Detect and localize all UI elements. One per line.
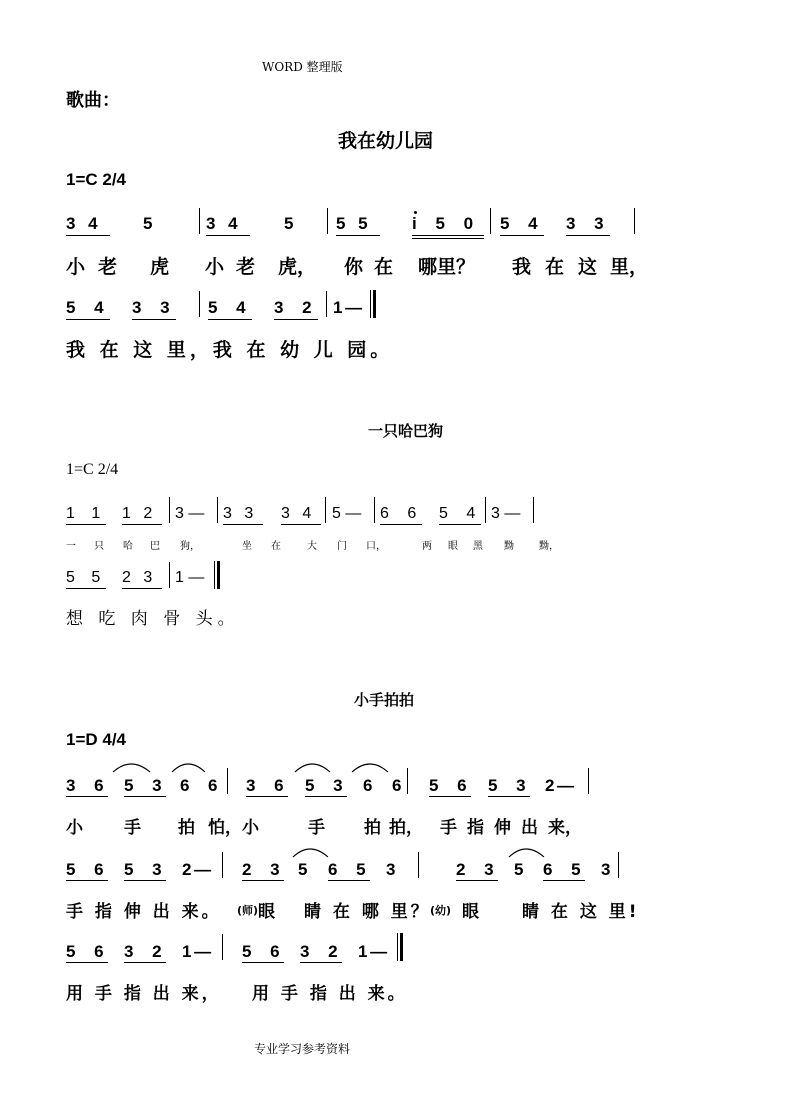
notation-group: 6 5 [328, 860, 366, 879]
notation-group: 3 6 [246, 776, 284, 795]
song-1-key: 1=C 2/4 [66, 170, 127, 189]
notation-group: 5 [143, 214, 153, 233]
notation-group: 3 — [491, 505, 521, 522]
underline [305, 796, 347, 797]
lyric: 门 [337, 541, 347, 552]
lyric: 伸 [494, 818, 511, 838]
underline [66, 880, 108, 881]
lyric: 狗， [180, 541, 200, 552]
notation-group: 6 [363, 776, 373, 795]
notation-group: 6 [180, 776, 190, 795]
notation-group: 1 — [175, 569, 205, 586]
lyric: 在 [545, 256, 565, 278]
song-title-3: 小手拍拍 [354, 691, 415, 709]
notation-group: 6 [392, 776, 402, 795]
bar-line [588, 768, 589, 794]
notation-group: 5 [284, 214, 294, 233]
notation-group: 1 — [333, 298, 363, 317]
lyric: 巴 [150, 541, 160, 552]
notation-group: 5 4 [439, 505, 476, 522]
notation-group: 5 — [332, 505, 362, 522]
lyric: 你 [344, 256, 364, 278]
lyric: 拍 [178, 818, 195, 838]
notation-group: 5 3 [124, 776, 162, 795]
underline [66, 796, 108, 797]
notation-group: 2 3 [122, 569, 153, 586]
lyric: 一 [66, 541, 76, 552]
lyric: 哈 [123, 541, 133, 552]
lyric: 黑 [473, 541, 483, 552]
notation-group: 3 2 [300, 942, 338, 961]
song-title-2: 一只哈巴狗 [368, 422, 444, 440]
underline [429, 796, 471, 797]
notation-group: 3 4 [66, 214, 98, 233]
lyric: 小 [205, 256, 225, 278]
lyric: 老 [98, 256, 118, 278]
notation-group: 3 4 [206, 214, 238, 233]
song-2-key: 1=C 2/4 [66, 461, 119, 478]
underline [242, 962, 284, 963]
underline [456, 880, 498, 881]
notation-group: 2 — [182, 860, 212, 879]
lyric: 里， [610, 256, 649, 278]
lyric: 我 [512, 256, 532, 278]
underline [124, 796, 166, 797]
notation-group: 3 [601, 860, 611, 879]
final-bar-thick [400, 933, 403, 961]
notation-group: 3 3 [132, 298, 170, 317]
notation-group: 2 — [545, 776, 575, 795]
notation-group: 5 6 [429, 776, 467, 795]
lyric: 两 [422, 541, 432, 552]
lyric: 用 手 指 出 来， [66, 984, 222, 1004]
lyric: 指 [467, 818, 484, 838]
notation-group: 6 5 [543, 860, 581, 879]
lyric: 在 [271, 541, 281, 552]
notation-group: 5 5 [336, 214, 368, 233]
lyric: 这 [578, 256, 598, 278]
notation-group: 5 5 [66, 569, 101, 586]
lyric: 虎， [278, 256, 317, 278]
notation-group: 6 6 [380, 505, 417, 522]
notation-group: 3 [386, 860, 396, 879]
teacher-marker: (师) [237, 904, 259, 917]
lyric: 小 [66, 256, 86, 278]
underline [66, 962, 108, 963]
lyric: 怕，小 [208, 818, 259, 838]
bar-line [222, 852, 223, 878]
notation-group: 5 4 [500, 214, 538, 233]
notation-group: 3 3 [566, 214, 604, 233]
notation-group: 5 [514, 860, 524, 879]
bar-line [227, 768, 228, 794]
notation-group: 3 2 [274, 298, 312, 317]
notation-group: 3 2 [124, 942, 162, 961]
notation-group: 5 6 [242, 942, 280, 961]
notation-group: 5 4 [66, 298, 104, 317]
notation-group: 6 [208, 776, 218, 795]
notation-group: 1 2 [122, 505, 153, 522]
lyric: 眼 [258, 902, 275, 922]
lyric: 睛 在 这 里! [522, 902, 640, 922]
lyric: 口， [366, 541, 386, 552]
notation-group: 1 — [182, 942, 212, 961]
section-label: 歌曲： [66, 90, 120, 111]
lyric: 眼 [462, 902, 479, 922]
notation-group: 3 6 [66, 776, 104, 795]
lyric: 只 [94, 541, 104, 552]
bar-line [407, 768, 408, 794]
underline [246, 796, 288, 797]
notation-group: 2 3 [456, 860, 494, 879]
notation-group: 5 3 [305, 776, 343, 795]
lyric: 睛 在 哪 里？ [304, 902, 431, 922]
notation-group: 5 6 [66, 860, 104, 879]
final-bar-thin [397, 933, 398, 961]
notation-group: 1 1 [66, 505, 101, 522]
notation-group: 5 3 [488, 776, 526, 795]
underline [124, 880, 166, 881]
notation-group: 5 4 [208, 298, 246, 317]
notation-group: 1 — [358, 942, 388, 961]
lyric: 手 [308, 818, 325, 838]
page-header: WORD 整理版 [262, 60, 343, 74]
lyric: 眼 [448, 541, 458, 552]
lyric: 用 手 指 出 来。 [252, 984, 408, 1004]
lyric: 老 [236, 256, 256, 278]
underline [543, 880, 585, 881]
lyric: 虎 [150, 256, 170, 278]
lyric: 在 [374, 256, 394, 278]
bar-line [618, 852, 619, 878]
lyric: 手 指 伸 出 来。 [66, 902, 222, 922]
underline [242, 880, 284, 881]
lyric: 拍， [389, 818, 423, 838]
notation-group: 3 4 [281, 505, 312, 522]
page-footer: 专业学习参考资料 [254, 1042, 351, 1056]
lyric: 拍 [364, 818, 381, 838]
song-title-1: 我在幼儿园 [338, 130, 434, 152]
notation-group: 2 3 [242, 860, 280, 879]
song-2-lyrics-line-2: 想 吃 肉 骨 头。 [66, 609, 240, 629]
lyric: 手 [124, 818, 141, 838]
underline [124, 962, 166, 963]
bar-line [222, 934, 223, 960]
lyric: 黝， [539, 541, 559, 552]
lyric: 手 [440, 818, 457, 838]
lyric: 坐 [242, 541, 252, 552]
lyric: 哪里？ [418, 256, 476, 278]
underline [488, 796, 530, 797]
notation-group: 5 3 [124, 860, 162, 879]
song-3-key: 1=D 4/4 [66, 730, 127, 749]
notation-group: i 5 0 [412, 214, 474, 233]
lyric: 出 [521, 818, 538, 838]
lyric: 小 [66, 818, 83, 838]
notation-group: 3 3 [223, 505, 254, 522]
notation-group: 3 — [175, 505, 205, 522]
underline [328, 880, 370, 881]
song-1-lyrics-line-2: 我 在 这 里，我 在 幼 儿 园。 [66, 339, 394, 361]
children-marker: (幼) [430, 904, 452, 917]
lyric: 来， [548, 818, 582, 838]
bar-line [418, 852, 419, 878]
underline [300, 962, 342, 963]
lyric: 黝 [504, 541, 514, 552]
notation-group: 5 [298, 860, 308, 879]
lyric: 大 [307, 541, 317, 552]
notation-group: 5 6 [66, 942, 104, 961]
